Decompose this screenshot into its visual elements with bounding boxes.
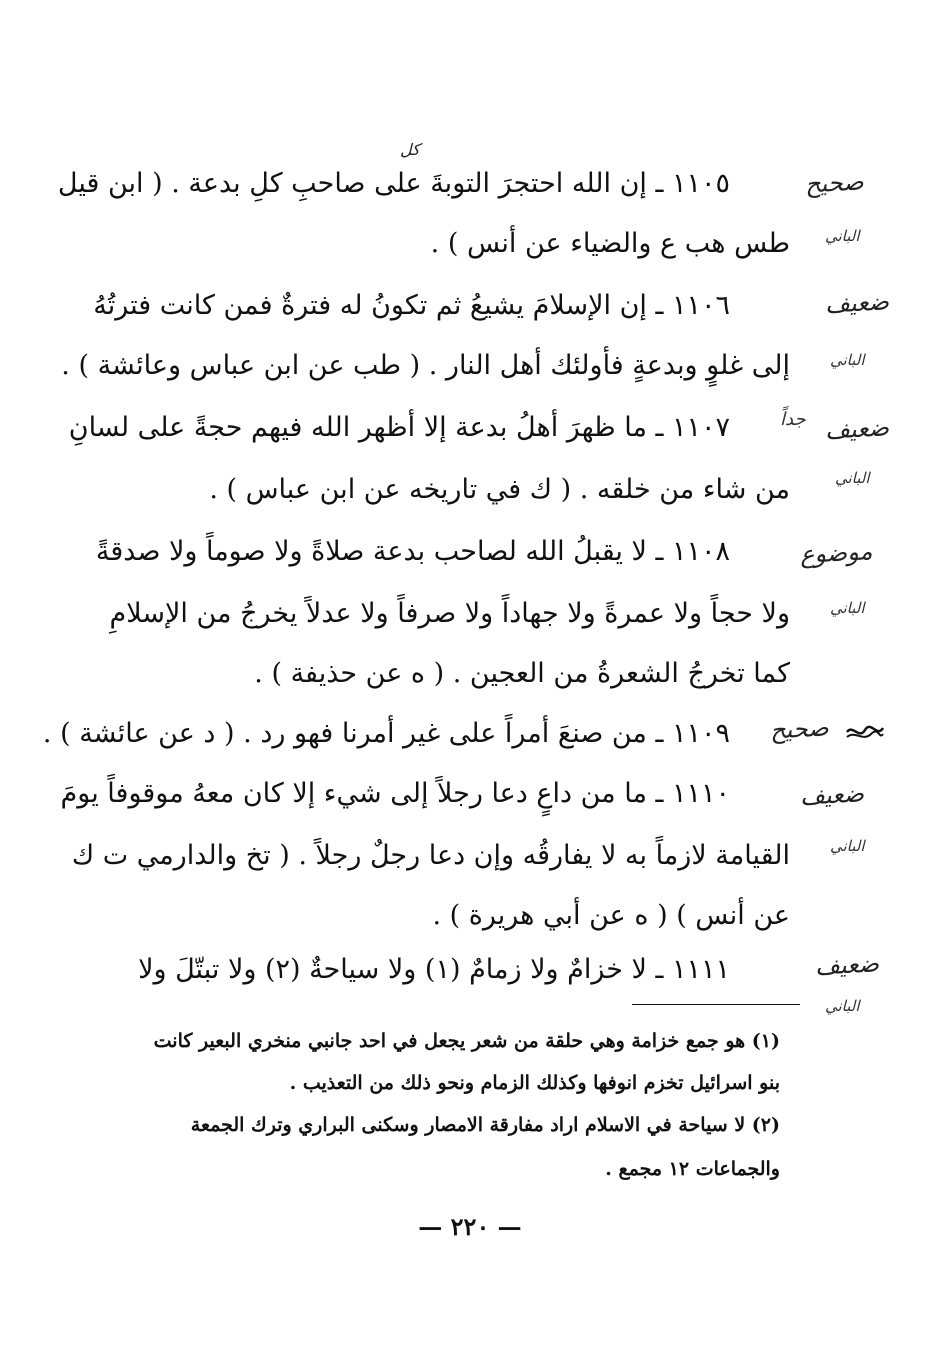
entry-1108-grade: موضوع (799, 537, 874, 569)
entry-1108-line-3: كما تخرجُ الشعرةُ من العجين . ( ه عن حذيفة ) . (254, 658, 790, 689)
entry-1110-line-2: القيامة لازماً به لا يفارقُه وإن دعا رجلٌ رجلاً . ( تخ والدارمي ت ك (71, 840, 790, 871)
entry-1106-line-1: ١١٠٦ ـ إن الإسلامَ يشيعُ ثم تكونُ له فترةٌ فمن كانت فترتُهُ (93, 290, 730, 321)
entry-1105-line-1: ١١٠٥ ـ إن الله احتجرَ التوبةَ على صاحبِ كلِ بدعة . ( ابن قيل (57, 168, 730, 199)
entry-1106-attribution: الباني (830, 351, 865, 369)
footnote-1-line-1: (١) هو جمع خزامة وهي حلقة من شعر يجعل في احد جانبي منخري البعير كانت (153, 1030, 780, 1052)
scribble-mark-icon (845, 722, 885, 744)
entry-1111-line-1: ١١١١ ـ لا خزامٌ ولا زمامٌ (١) ولا سياحةٌ (٢) ولا تبتّلَ ولا (138, 954, 730, 985)
handwritten-insertion-mark: كل (400, 140, 420, 159)
footnote-2-line-1: (٢) لا سياحة في الاسلام اراد مفارقة الامصار وسكنى البراري وترك الجمعة (190, 1114, 780, 1136)
entry-1105-line-2: طس هب ع والضياء عن أنس ) . (430, 228, 790, 259)
entry-1109-line-1: ١١٠٩ ـ من صنعَ أمراً على غير أمرنا فهو رد . ( د عن عائشة ) . (42, 718, 730, 749)
footnote-1-line-2: بنو اسرائيل تخزم انوفها وكذلك الزمام ونحو ذلك من التعذيب . (289, 1072, 780, 1094)
entry-1110-line-1: ١١١٠ ـ ما من داعٍ دعا رجلاً إلى شيء إلا كان معهُ موقوفاً يومَ (60, 778, 730, 809)
entry-1107-attribution: الباني (835, 469, 870, 487)
entry-1107-grade: ضعيف (824, 413, 890, 445)
entry-1105-grade: صحيح (804, 167, 865, 199)
entry-1106-line-2: إلى غلوٍ وبدعةٍ فأولئك أهل النار . ( طب عن ابن عباس وعائشة ) . (61, 350, 790, 381)
entry-1111-attribution: الباني (825, 997, 860, 1015)
entry-1107-grade-extra: جداً (780, 409, 806, 430)
footnote-2-line-2: والجماعات ١٢ مجمع . (605, 1158, 780, 1180)
entry-1107-line-1: ١١٠٧ ـ ما ظهرَ أهلُ بدعة إلا أظهر الله فيهم حجةً على لسانِ (68, 412, 730, 443)
entry-1110-line-3: عن أنس ) ( ه عن أبي هريرة ) . (432, 900, 790, 931)
entry-1106-grade: ضعيف (824, 287, 890, 319)
entry-1111-grade: ضعيف (814, 949, 880, 981)
entry-1108-line-1: ١١٠٨ ـ لا يقبلُ الله لصاحب بدعة صلاةً ولا صوماً ولا صدقةً (95, 536, 730, 567)
page-number: — ٢٢٠ — (418, 1212, 522, 1241)
entry-1108-line-2: ولا حجاً ولا عمرةً ولا جهاداً ولا صرفاً ولا عدلاً يخرجُ من الإسلامِ (109, 598, 790, 629)
entry-1107-line-2: من شاء من خلقه . ( ك في تاريخه عن ابن عباس ) . (209, 474, 790, 505)
entry-1105-attribution: الباني (825, 227, 860, 245)
entry-1109-grade: صحيح (769, 713, 830, 745)
entry-1108-attribution: الباني (830, 599, 865, 617)
entry-1110-grade: ضعيف (799, 779, 865, 811)
footnote-separator (632, 1004, 800, 1005)
entry-1110-attribution: الباني (830, 837, 865, 855)
